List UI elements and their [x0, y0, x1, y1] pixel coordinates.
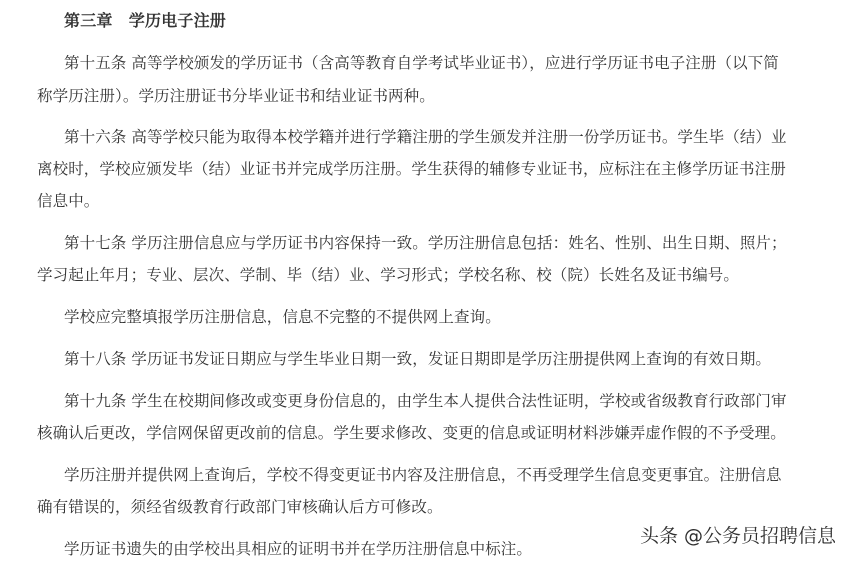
article-17-line-1: 第十七条 学历注册信息应与学历证书内容保持一致。学历注册信息包括：姓名、性别、出生日期、照片； — [64, 234, 787, 252]
article-16-line-3: 信息中。 — [37, 192, 100, 210]
paragraph-no-change-line-1: 学历注册并提供网上查询后，学校不得变更证书内容及注册信息，不再受理学生信息变更事宜。注册信息 — [64, 466, 782, 484]
chapter-title: 第三章 学历电子注册 — [64, 11, 227, 30]
article-16-line-2: 离校时，学校应颁发毕（结）业证书并完成学历注册。学生获得的辅修专业证书，应标注在主修学历证书注册 — [37, 160, 786, 178]
article-19-line-1: 第十九条 学生在校期间修改或变更身份信息的，由学生本人提供合法性证明，学校或省级教育行政部门审 — [64, 392, 787, 410]
article-16-line-1: 第十六条 高等学校只能为取得本校学籍并进行学籍注册的学生颁发并注册一份学历证书。学生毕（结）业 — [64, 128, 787, 146]
article-18-line-1: 第十八条 学历证书发证日期应与学生毕业日期一致，发证日期即是学历注册提供网上查询的有效日期。 — [64, 350, 772, 368]
watermark: 头条 @公务员招聘信息 — [639, 525, 836, 547]
article-15-line-2: 称学历注册）。学历注册证书分毕业证书和结业证书两种。 — [37, 87, 435, 105]
paragraph-complete-info: 学校应完整填报学历注册信息，信息不完整的不提供网上查询。 — [64, 308, 501, 326]
article-17-line-2: 学习起止年月；专业、层次、学制、毕（结）业、学习形式；学校名称、校（院）长姓名及证书编号。 — [37, 266, 740, 284]
article-19-line-2: 核确认后更改，学信网保留更改前的信息。学生要求修改、变更的信息或证明材料涉嫌弄虚作假的不予受理。 — [37, 424, 786, 442]
paragraph-lost-certificate: 学历证书遗失的由学校出具相应的证明书并在学历注册信息中标注。 — [64, 540, 533, 558]
article-15-line-1: 第十五条 高等学校颁发的学历证书（含高等教育自学考试毕业证书），应进行学历证书电子注册（以下简 — [64, 54, 779, 72]
paragraph-no-change-line-2: 确有错误的，须经省级教育行政部门审核确认后方可修改。 — [37, 498, 443, 516]
